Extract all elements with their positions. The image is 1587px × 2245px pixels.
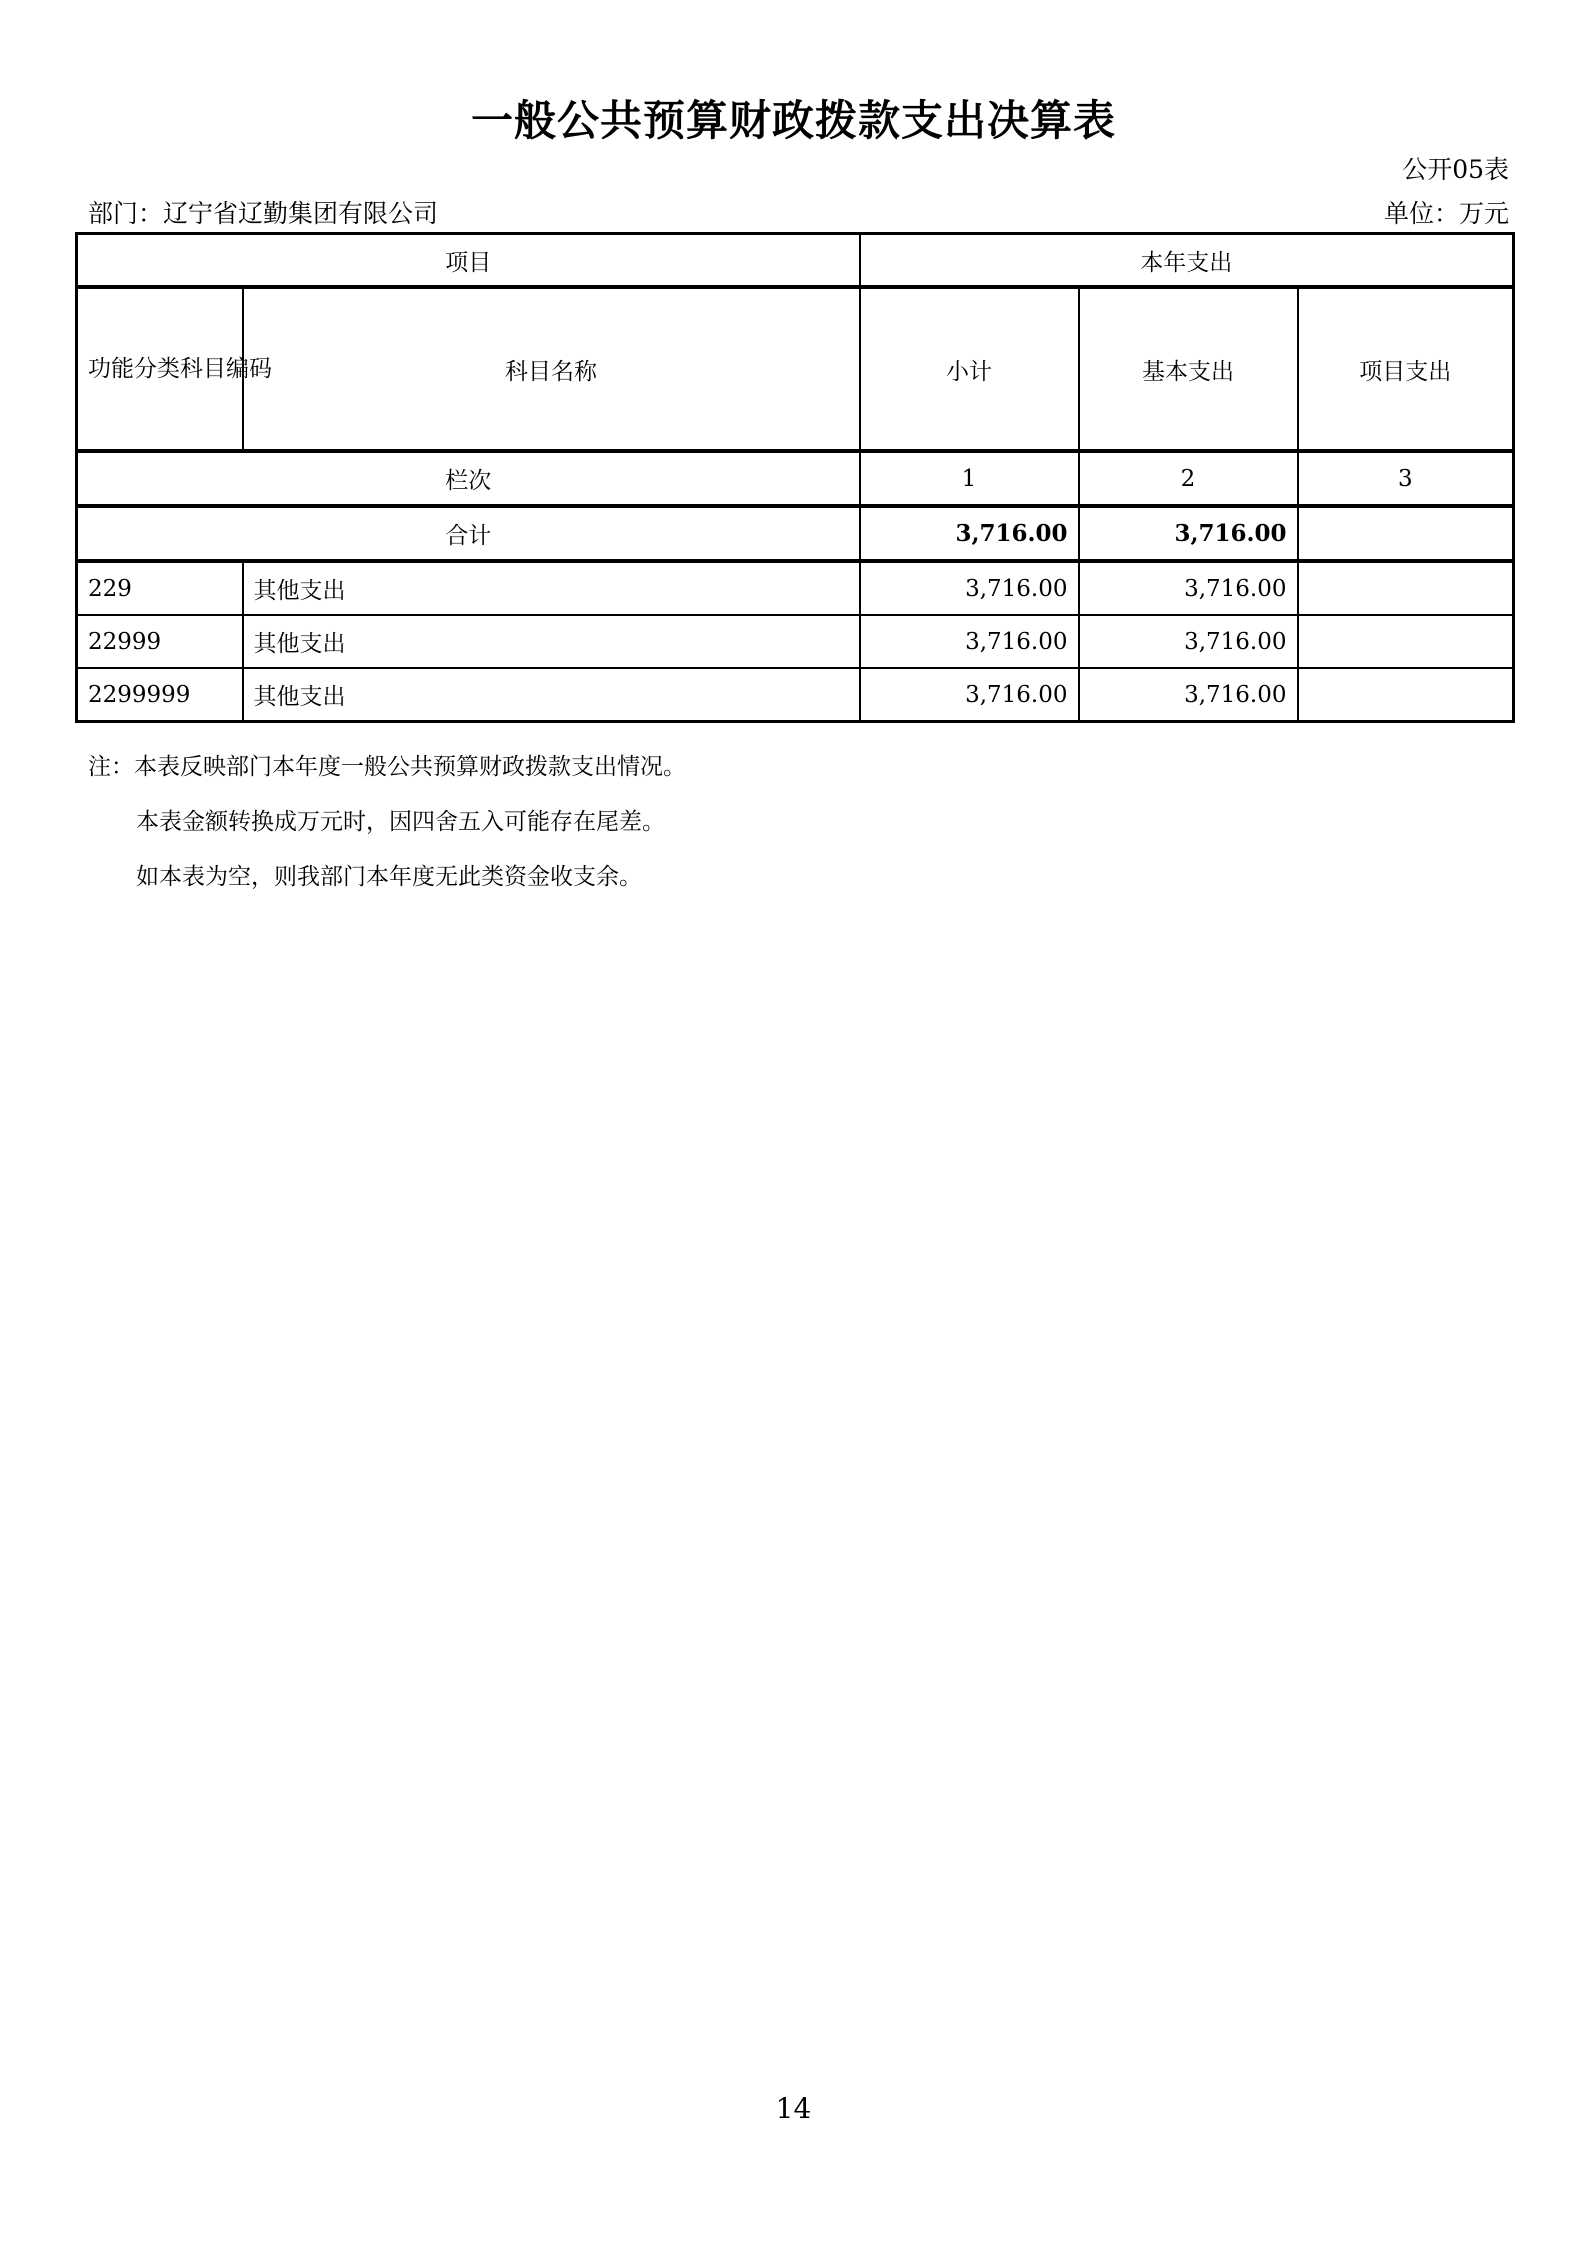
row-basic: 3,716.00 <box>1079 615 1298 668</box>
total-subtotal: 3,716.00 <box>860 506 1079 561</box>
row-code: 2299999 <box>77 668 243 722</box>
notes <box>88 740 686 905</box>
table-row <box>77 668 1514 722</box>
expenditure-table <box>75 232 1515 723</box>
row-basic: 3,716.00 <box>1079 668 1298 722</box>
header-row-2 <box>77 287 1514 451</box>
table-row <box>77 561 1514 615</box>
page-title: 一般公共预算财政拨款支出决算表 <box>470 96 1116 145</box>
row-project-exp <box>1298 668 1514 722</box>
total-basic: 3,716.00 <box>1079 506 1298 561</box>
table-row <box>77 615 1514 668</box>
row-subtotal: 3,716.00 <box>860 668 1079 722</box>
header-project-exp: 项目支出 <box>1298 287 1514 451</box>
column-index-1: 1 <box>860 451 1079 506</box>
note-line: 本表金额转换成万元时，因四舍五入可能存在尾差。 <box>136 809 665 835</box>
note-line: 如本表为空，则我部门本年度无此类资金收支余。 <box>136 864 642 890</box>
page-number: 14 <box>775 2092 812 2125</box>
header-current-year: 本年支出 <box>860 234 1514 288</box>
row-code: 22999 <box>77 615 243 668</box>
row-subtotal: 3,716.00 <box>860 561 1079 615</box>
row-code: 229 <box>77 561 243 615</box>
header-name: 科目名称 <box>243 287 860 451</box>
row-project-exp <box>1298 561 1514 615</box>
header-project: 项目 <box>77 234 860 288</box>
unit-label: 单位：万元 <box>1383 199 1509 228</box>
note-line: 注：本表反映部门本年度一般公共预算财政拨款支出情况。 <box>88 754 686 780</box>
form-code: 公开05表 <box>1402 155 1509 184</box>
header-basic: 基本支出 <box>1079 287 1298 451</box>
row-name: 其他支出 <box>243 615 860 668</box>
header-row-1 <box>77 234 1514 288</box>
row-subtotal: 3,716.00 <box>860 615 1079 668</box>
row-name: 其他支出 <box>243 668 860 722</box>
total-label: 合计 <box>77 506 860 561</box>
column-index-2: 2 <box>1079 451 1298 506</box>
department-label: 部门：辽宁省辽勤集团有限公司 <box>88 199 439 228</box>
column-index-label: 栏次 <box>77 451 860 506</box>
row-name: 其他支出 <box>243 561 860 615</box>
row-project-exp <box>1298 615 1514 668</box>
header-code: 功能分类科目编码 <box>77 287 243 451</box>
row-basic: 3,716.00 <box>1079 561 1298 615</box>
column-index-row <box>77 451 1514 506</box>
header-subtotal: 小计 <box>860 287 1079 451</box>
total-row <box>77 506 1514 561</box>
column-index-3: 3 <box>1298 451 1514 506</box>
total-project-exp <box>1298 506 1514 561</box>
